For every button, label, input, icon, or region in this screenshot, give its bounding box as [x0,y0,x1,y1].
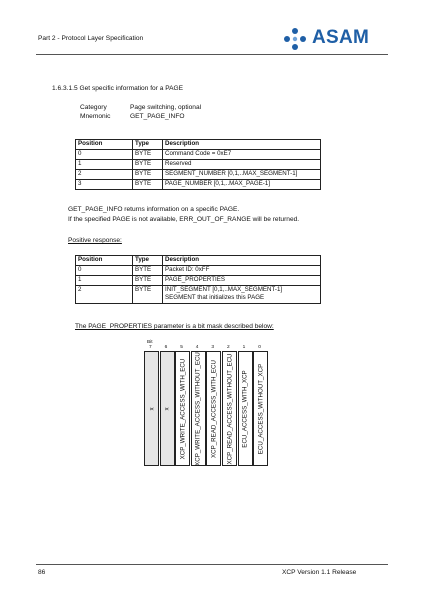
category-label: Category [80,104,107,111]
page-number: 86 [38,569,46,576]
bit-label: Bit [147,340,153,345]
table-row [76,160,321,170]
cell-position: 0 [76,266,133,276]
response-table [75,255,321,304]
bit-number: 2 [227,345,230,350]
bit-number: 4 [195,345,199,350]
bit-cell [222,351,237,466]
release-label: XCP Version 1.1 Release [282,569,357,576]
asam-logo-icon [282,26,308,52]
bit-number: 3 [211,345,215,350]
bit-name: XCP_READ_ACCESS_WITH_ECU [210,359,218,458]
command-table [75,139,321,190]
cell-description: PAGE_PROPERTIES [163,276,321,286]
description-paragraph [68,205,299,225]
table-row [76,180,321,190]
description-line: If the specified PAGE is not available, ERR_OUT_OF_RANGE will be returned. [68,216,300,223]
bit-name: XCP_READ_ACCESS_WITHOUT_ECU [226,352,233,465]
cell-description: SEGMENT_NUMBER [0,1,..MAX_SEGMENT-1] [163,170,321,180]
table-row [76,266,321,276]
description-line: GET_PAGE_INFO returns information on a specific PAGE. [68,206,240,213]
table-row [76,170,321,180]
bitmask-intro: The PAGE_PROPERTIES parameter is a bit mask described below: [75,323,274,330]
bit-name: x [148,406,155,411]
bit-cell [238,351,253,466]
cell-position: 3 [76,180,133,190]
asam-logo-text: ASAM [312,27,370,48]
description-line: SEGMENT that initializes this PAGE [165,294,265,302]
column-header-description: Description [163,140,321,150]
cell-type: BYTE [133,150,163,160]
cell-description: Packet ID: 0xFF [163,266,321,276]
table-header-row [76,140,321,150]
bit-cell [175,351,190,466]
bit-name: ECU_ACCESS_WITH_XCP [241,369,249,448]
column-header-type: Type [133,140,163,150]
column-header-position: Position [76,256,133,266]
cell-position: 0 [76,150,133,160]
cell-description [163,286,321,304]
bit-number: 5 [180,345,183,350]
bit-number: 0 [258,345,261,350]
footer-divider [36,564,388,565]
bit-name: x [163,406,171,411]
category-value: Page switching, optional [130,104,202,111]
cell-type: BYTE [133,286,163,304]
bit-name: XCP_WRITE_ACCESS_WITH_ECU [179,358,187,459]
cell-type: BYTE [133,170,163,180]
bit-name: ECU_ACCESS_WITHOUT_XCP [257,363,265,454]
table-header-row [76,256,321,266]
asam-logo [282,26,392,52]
cell-type: BYTE [133,266,163,276]
positive-response-heading: Positive response: [68,237,122,244]
cell-type: BYTE [133,160,163,170]
header-divider [36,54,388,55]
bit-number: 6 [164,345,168,350]
table-row [76,286,321,304]
page-header-title: Part 2 - Protocol Layer Specification [38,35,144,42]
cell-position: 2 [76,286,133,304]
bit-cell [253,351,268,466]
bit-name: XCP_WRITE_ACCESS_WITHOUT_ECU [194,351,202,466]
column-header-position: Position [76,140,133,150]
cell-position: 2 [76,170,133,180]
cell-type: BYTE [133,180,163,190]
mnemonic-label: Mnemonic [80,112,111,120]
bit-cell [191,351,206,466]
command-meta [80,104,201,121]
cell-position: 1 [76,276,133,286]
bit-number: 1 [242,345,246,350]
cell-type: BYTE [133,276,163,286]
bit-number: 7 [149,345,152,350]
table-row [76,150,321,160]
bit-cell [144,351,159,466]
cell-position: 1 [76,160,133,170]
cell-description: Reserved [163,160,321,170]
cell-description: Command Code = 0xE7 [163,150,321,160]
bit-cell [206,351,221,466]
table-row [76,276,321,286]
section-title: 1.6.3.1.5 Get specific information for a PAGE [52,85,184,92]
column-header-description: Description [163,256,321,266]
cell-description: PAGE_NUMBER [0,1,..MAX_PAGE-1] [163,180,321,190]
mnemonic-value: GET_PAGE_INFO [130,112,185,120]
description-line: INIT_SEGMENT [0,1,..MAX_SEGMENT-1] [165,286,283,293]
bit-cell [160,351,175,466]
column-header-type: Type [133,256,163,266]
